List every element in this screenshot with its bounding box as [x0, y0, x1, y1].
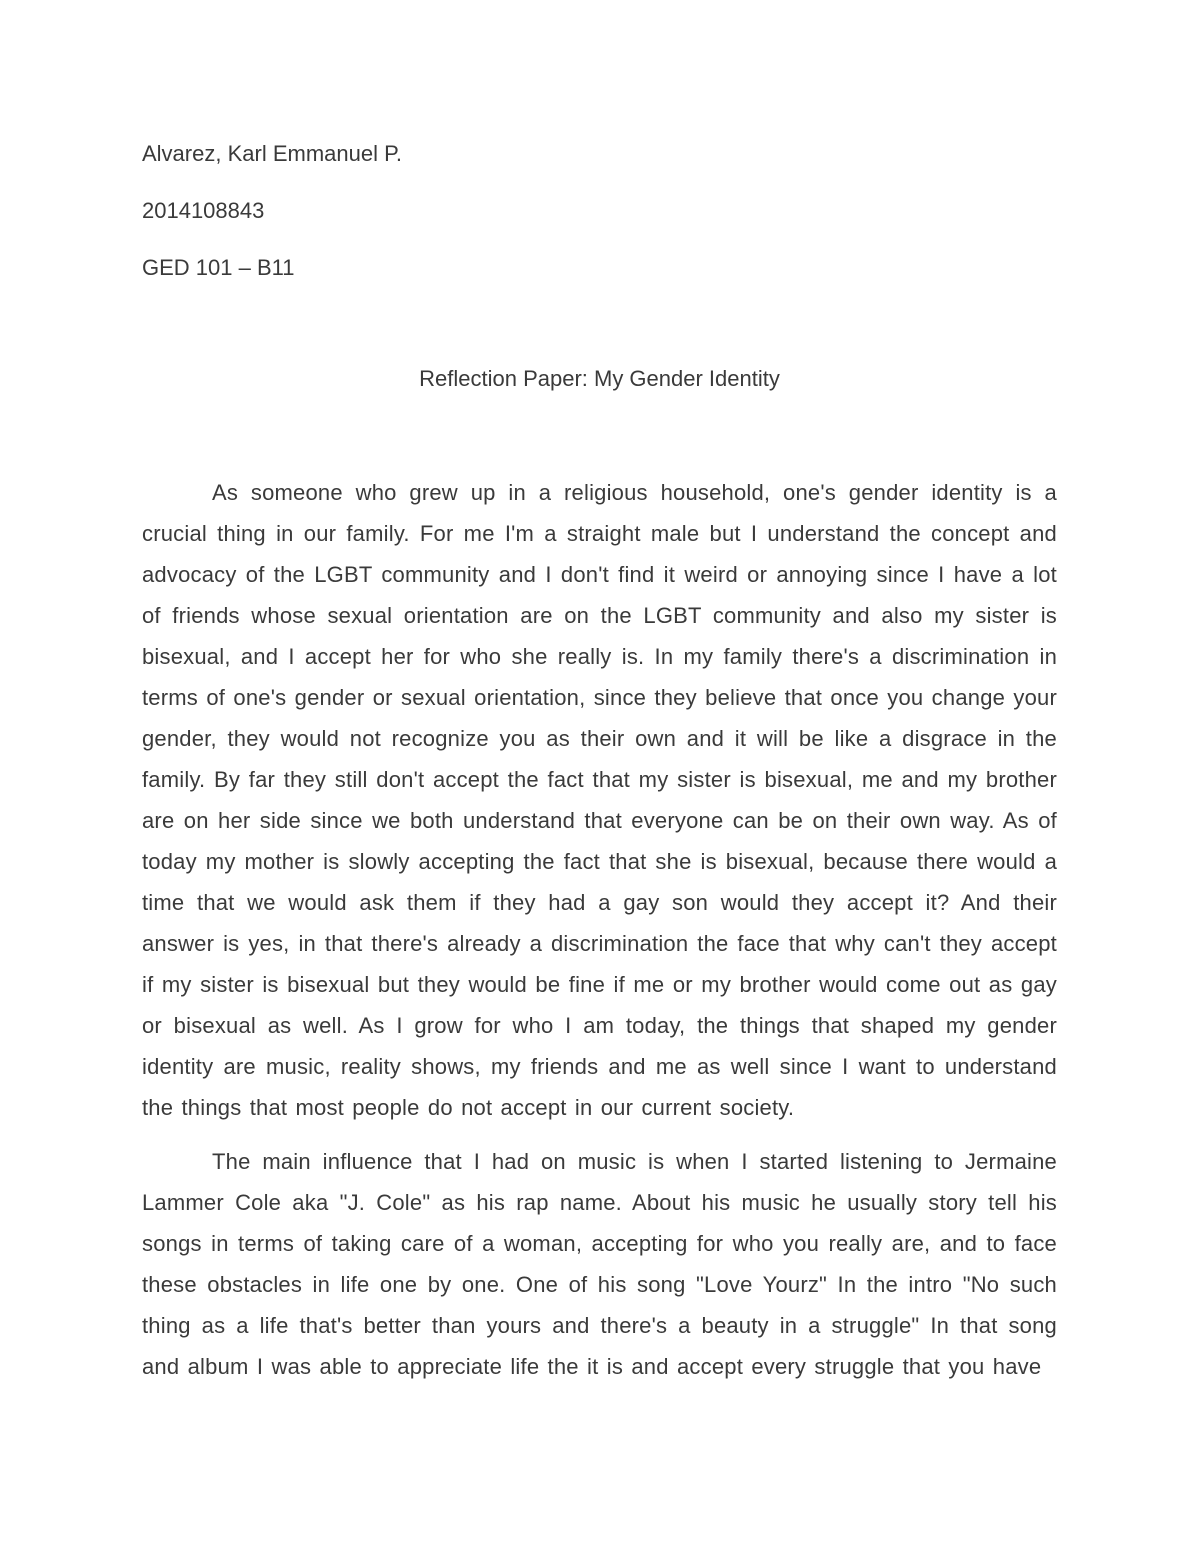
- document-title: Reflection Paper: My Gender Identity: [419, 366, 780, 391]
- body-paragraph-2: The main influence that I had on music is when I started listening to Jermaine Lammer Cole aka "J. Cole" as his rap name. About his music he usually story tell his songs in terms of taking care of a woman, accepting for who you really are, and to face these obstacles in life one by one. One of his song "Love Yourz" In the intro "No such thing as a life that's better than yours and there's a beauty in a struggle" In that song and album I was able to appreciate life the it is and accept every struggle that you have: [142, 1149, 1057, 1379]
- student-number: 2014108843: [142, 198, 265, 223]
- course-code: GED 101 – B11: [142, 255, 295, 280]
- document-header: [142, 125, 1057, 296]
- author-name: Alvarez, Karl Emmanuel P.: [142, 141, 403, 166]
- body-paragraph-1: As someone who grew up in a religious household, one's gender identity is a crucial thing in our family. For me I'm a straight male but I understand the concept and advocacy of the LGBT community and I don't find it weird or annoying since I have a lot of friends whose sexual orientation are on the LGBT community and also my sister is bisexual, and I accept her for who she really is. In my family there's a discrimination in terms of one's gender or sexual orientation, since they believe that once you change your gender, they would not recognize you as their own and it will be like a disgrace in the family. By far they still don't accept the fact that my sister is bisexual, me and my brother are on her side since we both understand that everyone can be on their own way. As of today my mother is slowly accepting the fact that she is bisexual, because there would a time that we would ask them if they had a gay son would they accept it? And their answer is yes, in that there's already a discrimination the face that why can't they accept if my sister is bisexual but they would be fine if me or my brother would come out as gay or bisexual as well. As I grow for who I am today, the things that shaped my gender identity are music, reality shows, my friends and me as well since I want to understand the things that most people do not accept in our current society.: [142, 480, 1057, 1120]
- document-body: [142, 472, 1057, 1387]
